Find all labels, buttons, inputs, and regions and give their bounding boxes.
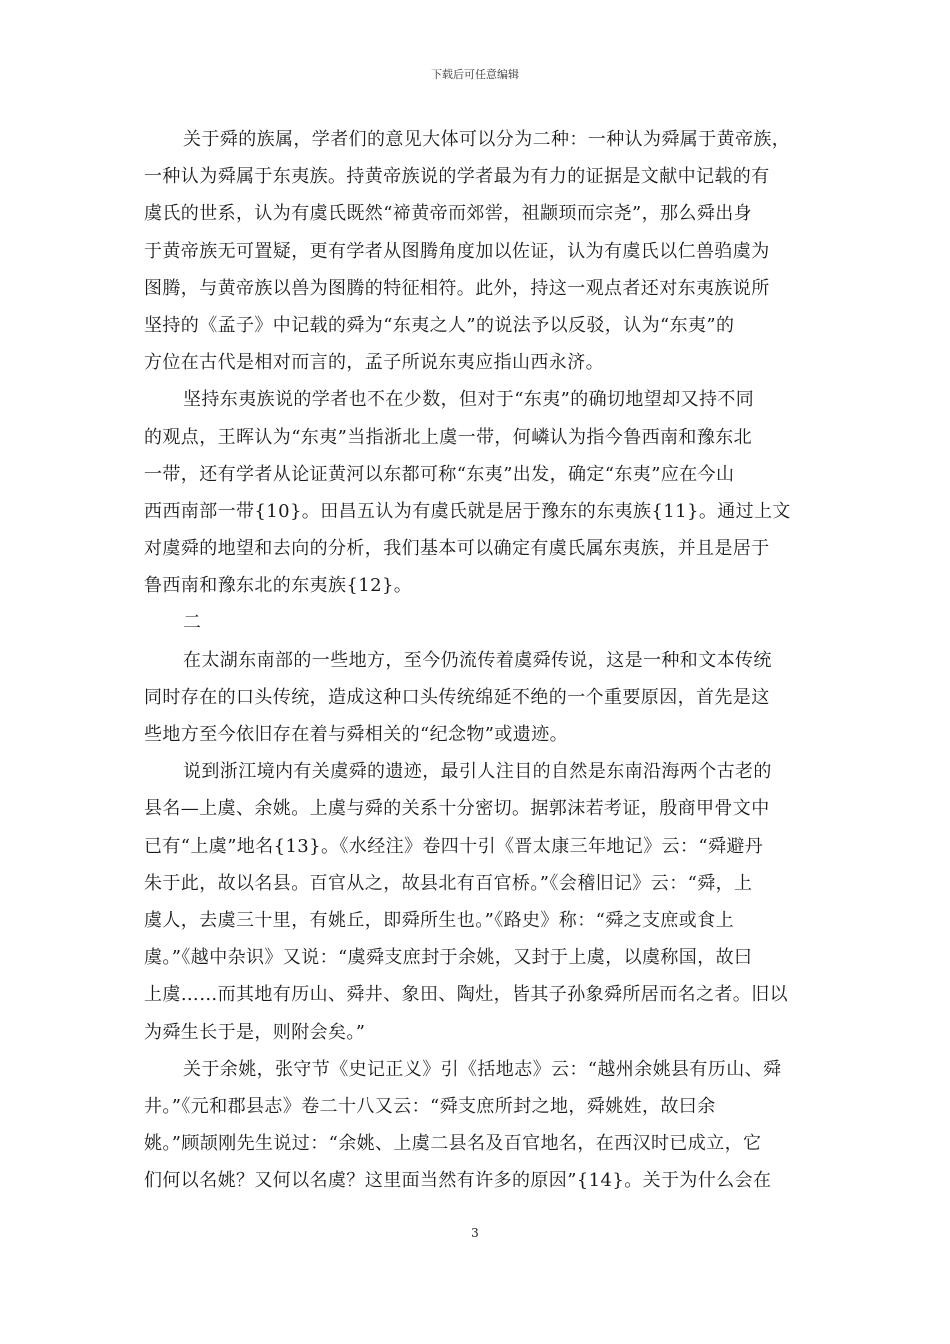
text-line: 县名—上虞、余姚。上虞与舜的关系十分密切。据郭沫若考证，殷商甲骨文中 [144, 798, 770, 820]
text-line: 方位在古代是相对而言的，孟子所说东夷应指山西永济。 [144, 352, 604, 374]
text-line: 关于余姚，张守节《史记正义》引《括地志》云：“越州余姚县有历山、舜 [183, 1058, 782, 1080]
text-line: 为舜生长于是，则附会矣。” [144, 1021, 366, 1043]
text-line: 于黄帝族无可置疑，更有学者从图腾角度加以佐证，认为有虞氏以仁兽驺虞为 [144, 240, 770, 262]
text-line: 同时存在的口头传统，造成这种口头传统绵延不绝的一个重要原因，首先是这 [144, 686, 770, 708]
text-line: 关于舜的族属，学者们的意见大体可以分为二种：一种认为舜属于黄帝族， [183, 129, 791, 150]
text-line: 姚。”顾颉刚先生说过：“余姚、上虞二县名及百官地名，在西汉时已成立，它 [144, 1133, 762, 1155]
text-line: 一带，还有学者从论证黄河以东都可称“东夷”出发，确定“东夷”应在今山 [144, 463, 735, 485]
page-number: 3 [471, 1226, 479, 1240]
text-line: 图腾，与黄帝族以兽为图腾的特征相符。此外，持这一观点者还对东夷族说所 [144, 277, 770, 299]
text-line: 的观点，王晖认为“东夷”当指浙北上虞一带，何嶙认为指今鲁西南和豫东北 [144, 426, 753, 448]
text-line: 上虞……而其地有历山、舜井、象田、陶灶，皆其子孙象舜所居而名之者。旧以 [144, 984, 788, 1006]
text-line: 虞人，去虞三十里，有姚丘，即舜所生也。”《路史》称：“舜之支庶或食上 [144, 909, 735, 931]
text-line: 对虞舜的地望和去向的分析，我们基本可以确定有虞氏属东夷族，并且是居于 [144, 538, 770, 560]
text-line: 西西南部一带{10}。田昌五认为有虞氏就是居于豫东的东夷族{11}。通过上文 [144, 500, 791, 522]
text-line: 朱于此，故以名县。百官从之，故县北有百官桥。”《会稽旧记》云：“舜，上 [144, 872, 753, 894]
text-line: 已有“上虞”地名{13}。《水经注》卷四十引《晋太康三年地记》云：“舜避丹 [144, 835, 764, 857]
text-line: 井。”《元和郡县志》卷二十八又云：“舜支庶所封之地，舜姚姓，故曰余 [144, 1095, 716, 1117]
text-line: 些地方至今依旧存在着与舜相关的“纪念物”或遗迹。 [144, 724, 569, 745]
page-header-note: 下载后可任意编辑 [431, 68, 519, 81]
text-line: 坚持东夷族说的学者也不在少数，但对于“东夷”的确切地望却又持不同 [183, 389, 755, 411]
text-line: 说到浙江境内有关虞舜的遗迹，最引人注目的自然是东南沿海两个古老的 [183, 761, 772, 783]
text-line: 鲁西南和豫东北的东夷族{12}。 [144, 575, 413, 597]
document-body [144, 121, 807, 1199]
text-line: 一种认为舜属于东夷族。持黄帝族说的学者最为有力的证据是文献中记载的有 [144, 166, 770, 188]
text-line: 们何以名姚？又何以名虞？这里面当然有许多的原因”{14}。关于为什么会在 [144, 1170, 772, 1192]
text-line: 坚持的《孟子》中记载的舜为“东夷之人”的说法予以反驳，认为“东夷”的 [144, 314, 735, 336]
text-line: 虞。”《越中杂识》又说：“虞舜支庶封于余姚，又封于上虞，以虞称国，故曰 [144, 947, 753, 969]
text-line: 二 [183, 612, 202, 634]
text-line: 虞氏的世系，认为有虞氏既然“禘黄帝而郊喾，祖颛顼而宗尧”，那么舜出身 [144, 203, 753, 225]
text-line: 在太湖东南部的一些地方，至今仍流传着虞舜传说，这是一种和文本传统 [183, 649, 772, 671]
